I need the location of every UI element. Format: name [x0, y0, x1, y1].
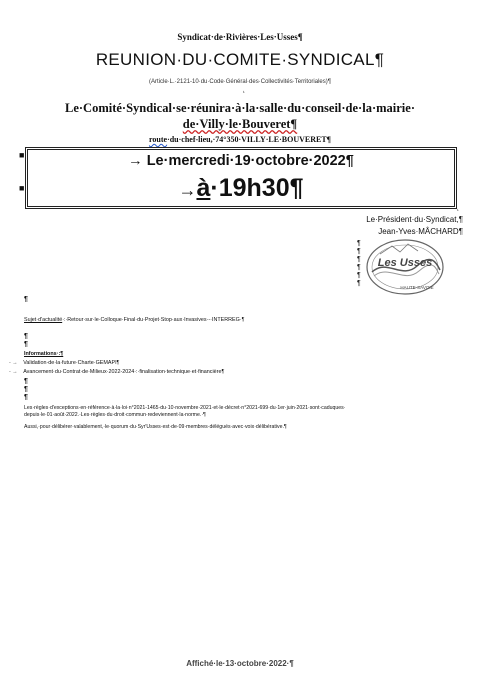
- pilcrow: ¶: [24, 296, 28, 303]
- exception-rules-line-2: depuis·le·01·août·2022.·Les·règles·du·droit·commun·redeviennent·la·norme.·¶: [24, 412, 206, 418]
- information-item-2: [9, 369, 224, 375]
- information-heading: [24, 351, 63, 357]
- time-arrow: →: [178, 180, 197, 200]
- pilcrow: ¶: [357, 240, 361, 247]
- footnote-mark: ¹: [243, 90, 245, 96]
- list-arrow: - →: [9, 369, 18, 375]
- pilcrow: ¶: [24, 394, 28, 401]
- meeting-location-text: de·Villy·le·Bouveret¶: [182, 117, 298, 131]
- signatory-name: Jean-Yves·MÂCHARD¶: [378, 227, 463, 236]
- address-rest: ·du·chef-lieu,·74°350·VILLY·LE·BOUVERET¶: [167, 135, 331, 144]
- pilcrow: ¶: [357, 272, 361, 279]
- list-bullet: ■: [19, 183, 25, 193]
- syndicate-stamp-logo: [362, 236, 448, 298]
- address-route-word: route: [148, 135, 168, 144]
- pilcrow: ¶: [357, 264, 361, 271]
- posting-date: Affiché·le·13·octobre·2022·¶: [186, 659, 294, 668]
- quorum-statement: Aussi,·pour·délibérer·valablement,·le·quorum·du·Syr'Usses·est·de·09·membres·délégués·avec·voix·délibérative.¶: [24, 424, 287, 430]
- document-title: REUNION·DU·COMITE·SYNDICAL¶: [95, 50, 385, 69]
- exception-rules-line-1: Les·règles·d'exceptions·en·référence·à·la·loi·n°2021-1465·du·10·novembre·2021·et·le·décret·n°2021-699·du·1er·juin·2021·sont·caduques·: [24, 405, 346, 411]
- meeting-date: → Le·mercredi·19·octobre·2022¶: [128, 153, 354, 169]
- list-arrow: - →: [9, 360, 18, 366]
- meeting-location-line-2: [0, 117, 480, 132]
- list-bullet: ■: [19, 150, 25, 160]
- stamp-subtext: HAUTE-SAVOIE: [400, 285, 434, 290]
- pilcrow: ¶: [24, 341, 28, 348]
- signatory-title: Le·Président·du·Syndicat,¶: [366, 215, 463, 224]
- signature-pilcrows: [357, 240, 361, 288]
- stamp-text: Les Usses: [377, 257, 433, 269]
- information-label: Informations·:¶: [24, 351, 64, 357]
- pilcrow: ¶: [24, 333, 28, 340]
- pilcrow: ¶: [24, 386, 28, 393]
- meeting-date-time-box: [25, 147, 457, 209]
- time-value: ·19h30¶: [210, 174, 304, 202]
- pilcrow: ¶: [357, 256, 361, 263]
- meeting-address: [0, 135, 480, 144]
- current-topic-label: Sujet·d'actualité: [24, 317, 63, 323]
- information-item-text: Avancement·du·Contrat·de·Milieux·2022-2024·:·finalisation·technique·et·financière¶: [23, 369, 225, 375]
- information-item-text: Validation·de·la·future·Charte·GEMAPI¶: [23, 360, 120, 366]
- time-preposition: à: [196, 174, 211, 202]
- current-topic: [24, 317, 245, 323]
- information-item-1: [9, 360, 119, 366]
- legal-article-reference: (Article·L.·2121-10·du·Code·Général·des·Collectivités·Territoriales)¶: [149, 79, 331, 85]
- current-topic-text: ·:·Retour·sur·le·Colloque·Final·du·Projet·Stop·aux·Invasives·-·INTERREG·¶: [62, 317, 245, 323]
- pilcrow: ¶: [357, 248, 361, 255]
- pilcrow: ¶: [24, 378, 28, 385]
- footnote-mark-signature: ¹: [457, 208, 459, 214]
- meeting-time: [28, 174, 454, 203]
- meeting-location-line-1: Le·Comité·Syndical·se·réunira·à·la·salle·du·conseil·de·la·mairie·: [64, 101, 415, 115]
- pilcrow: ¶: [357, 280, 361, 287]
- organization-name: Syndicat·de·Rivières·Les·Usses¶: [177, 32, 303, 42]
